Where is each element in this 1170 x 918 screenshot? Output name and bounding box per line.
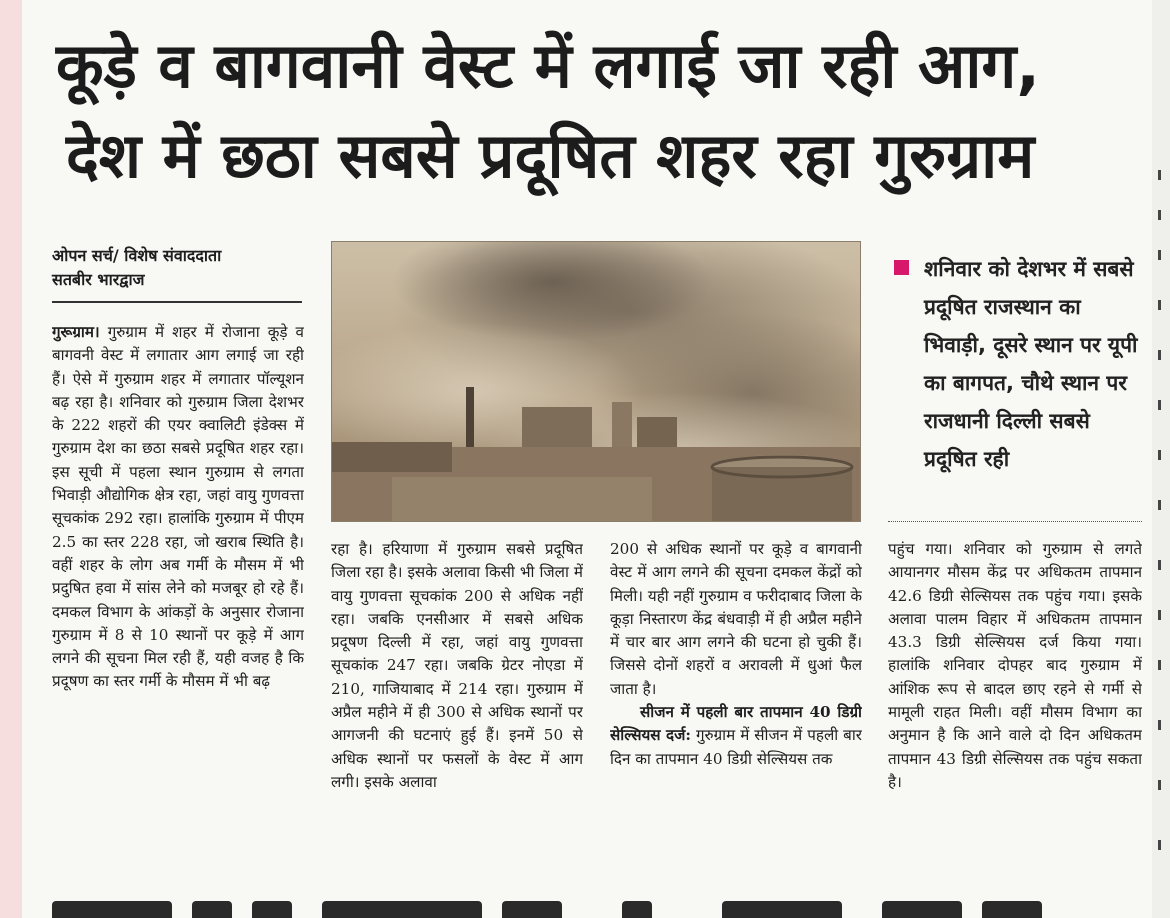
byline-rule xyxy=(52,301,302,303)
byline xyxy=(52,244,302,292)
article-column-1 xyxy=(52,321,304,881)
smoke-photo-image xyxy=(332,242,861,522)
column-3-text-2: गुरुग्राम में सीजन में पहली बार दिन का तापमान 40 डिग्री सेल्सियस तक xyxy=(610,726,862,768)
callout-text: शनिवार को देशभर में सबसे प्रदूषित राजस्थान का भिवाड़ी, दूसरे स्थान पर यूपी का बागपत, चौथे स्थान पर राजधानी दिल्ली सबसे प्रदूषित रही xyxy=(924,257,1138,471)
byline-source: ओपन सर्च/ विशेष संवाददाता xyxy=(52,246,222,265)
article-column-2: रहा है। हरियाणा में गुरुग्राम सबसे प्रदूषित जिला रहा है। इसके अलावा किसी भी जिला में वायु गुणवत्ता सूचकांक 200 से अधिक नहीं रहा। जबकि एनसीआर में सबसे अधिक प्रदूषण दिल्ली में रहा, जहां वायु गुणवत्ता सूचकांक 247 रहा। जबकि ग्रेटर नोएडा में 210, गाजियाबाद में 214 रहा। गुरुग्राम में अप्रैल महीने में ही 300 से अधिक स्थानों पर आगजनी की घटनाएं हुई हैं। इनमें 50 से अधिक स्थानों पर फसलों के वेस्ट में आग लगी। इसके अलावा xyxy=(331,540,583,791)
headline-line-2: देश में छठा सबसे प्रदूषित शहर रहा गुरुग्राम xyxy=(66,119,1035,192)
column-3-text: 200 से अधिक स्थानों पर कूड़े व बागवानी वेस्ट में आग लगने की सूचना दमकल केंद्रों को मिली। यही नहीं गुरुग्राम व फरीदाबाद जिला के कूड़ा निस्तारण केंद्र बंधवाड़ी में ही अप्रैल महीने में चार बार आग लगने की घटना हो चुकी हैं। जिससे दोनों शहरों व अरावली में धुआं फैल जाता है। xyxy=(610,540,862,698)
callout-rule xyxy=(888,521,1142,522)
highlight-callout xyxy=(894,250,1144,478)
smoke-photo xyxy=(331,241,861,522)
callout-bullet-icon xyxy=(894,260,909,275)
headline-line-1: कूड़े व बागवानी वेस्ट में लगाई जा रही आग, xyxy=(56,29,1040,102)
next-headline-fragment xyxy=(22,893,1152,918)
dateline: गुरूग्राम। xyxy=(52,323,100,341)
temperature-subhead: सीजन में पहली बार तापमान 40 डिग्री सेल्सियस दर्ज: xyxy=(610,703,862,745)
page-edge-left xyxy=(0,0,22,918)
article-column-4: पहुंच गया। शनिवार को गुरुग्राम से लगते आयानगर मौसम केंद्र पर अधिकतम तापमान 42.6 डिग्री सेल्सियस तक पहुंच गया। इसके अलावा पालम विहार में अधिकतम तापमान 43.3 डिग्री सेल्सियस दर्ज किया गया। हालांकि शनिवार दोपहर बाद गुरुग्राम में आंशिक रूप से बादल छाए रहने से गर्मी से मामूली राहत मिली। वहीं मौसम विभाग का अनुमान है कि आने वाले दो दिन अधिकतम तापमान 43 डिग्री सेल्सियस तक पहुंच सकता है। xyxy=(888,540,1142,791)
byline-author: सतबीर भारद्वाज xyxy=(52,270,145,289)
article-column-3 xyxy=(610,538,862,882)
column-1-text: गुरुग्राम में शहर में रोजाना कूड़े व बागवनी वेस्ट में लगातार आग लगाई जा रही हैं। ऐसे में गुरुग्राम शहर में लगातार पॉल्यूशन बढ़ रहा है। शनिवार को गुरुग्राम जिला देशभर के 222 शहरों की एयर क्वालिटी इंडेक्स में गुरुग्राम देश का छठा सबसे प्रदूषित शहर रहा। इस सूची में पहला स्थान गुरुग्राम से लगता भिवाड़ी औद्योगिक क्षेत्र रहा, जहां वायु गुणवत्ता सूचकांक 292 रहा। हालांकि गुरुग्राम में पीएम 2.5 का स्तर 228 रहा, जो खराब स्थिति है। वहीं शहर के लोग अब गर्मी के मौसम में भी प्रदुषित हवा में सांस लेने को मजबूर हो रहे हैं। दमकल विभाग के आंकड़ों के अनुसार रोजाना गुरुग्राम में 8 से 10 स्थानों पर कूड़े में आग लगने की सूचना मिल रही हैं, यही वजह है कि प्रदूषण का स्तर गर्मी के मौसम में भी बढ़ xyxy=(52,323,304,691)
